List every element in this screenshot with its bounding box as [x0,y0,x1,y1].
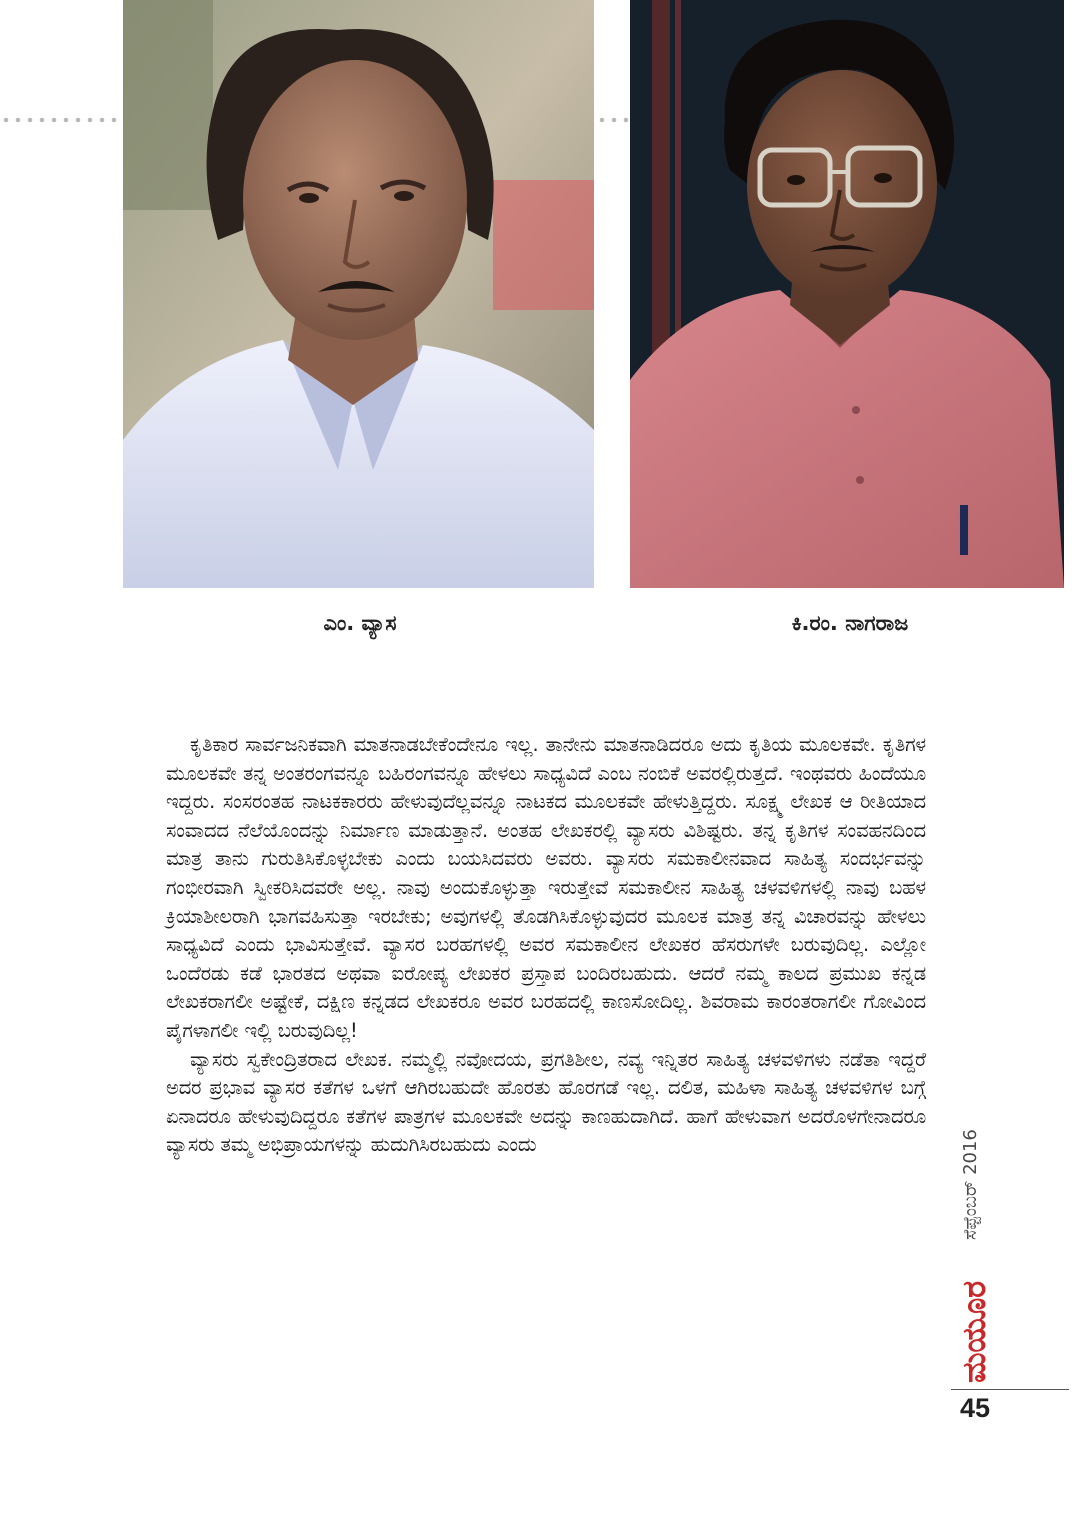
portrait-photo-left [123,0,594,588]
photo-caption-right: ಕಿ.ರಂ. ನಾಗರಾಜ [791,611,909,635]
portrait-photo-right [630,0,1064,588]
page-number-rule [951,1389,1069,1390]
issue-date: ಸೆಪ್ಟೆಂಬರ್ 2016 [960,1129,981,1240]
photo-caption-left: ಎಂ. ವ್ಯಾಸ [323,611,397,635]
magazine-name: ಮಯೂರ [955,1280,991,1383]
article-paragraph: ವ್ಯಾಸರು ಸ್ವಕೇಂದ್ರಿತರಾದ ಲೇಖಕ. ನಮ್ಮಲ್ಲಿ ನವೋದಯ, ಪ್ರಗತಿಶೀಲ, ನವ್ಯ ಇನ್ನಿತರ ಸಾಹಿತ್ಯ ಚಳವಳಿಗಳು ನಡೆತಾ ಇದ್ದರೆ ಅದರ ಪ್ರಭಾವ ವ್ಯಾಸರ ಕತೆಗಳ ಒಳಗೆ ಆಗಿರಬಹುದೇ ಹೊರತು ಹೊರಗಡೆ ಇಲ್ಲ. ದಲಿತ, ಮಹಿಳಾ ಸಾಹಿತ್ಯ ಚಳವಳಿಗಳ ಬಗ್ಗೆ ಏನಾದರೂ ಹೇಳುವುದಿದ್ದರೂ ಕತೆಗಳ ಪಾತ್ರಗಳ ಮೂಲಕವೇ ಅದನ್ನು ಕಾಣಹುದಾಗಿದೆ. ಹಾಗೆ ಹೇಳುವಾಗ ಅದರೊಳಗೇನಾದರೂ ವ್ಯಾಸರು ತಮ್ಮ ಅಭಿಪ್ರಾಯಗಳನ್ನು ಹುದುಗಿಸಿರಬಹುದು ಎಂದು [166,1047,926,1157]
page-number: 45 [960,1393,991,1423]
article-paragraph: ಕೃತಿಕಾರ ಸಾರ್ವಜನಿಕವಾಗಿ ಮಾತನಾಡಬೇಕೆಂದೇನೂ ಇಲ್ಲ. ತಾನೇನು ಮಾತನಾಡಿದರೂ ಅದು ಕೃತಿಯ ಮೂಲಕವೇ. ಕೃತಿಗಳ ಮೂಲಕವೇ ತನ್ನ ಅಂತರಂಗವನ್ನೂ ಬಹಿರಂಗವನ್ನೂ ಹೇಳಲು ಸಾಧ್ಯವಿದೆ ಎಂಬ ನಂಬಿಕೆ ಅವರಲ್ಲಿರುತ್ತದೆ. ಇಂಥವರು ಹಿಂದೆಯೂ ಇದ್ದರು. ಸಂಸರಂತಹ ನಾಟಕಕಾರರು ಹೇಳುವುದೆಲ್ಲವನ್ನೂ ನಾಟಕದ ಮೂಲಕವೇ ಹೇಳುತ್ತಿದ್ದರು. ಸೂಕ್ಷ್ಮ ಲೇಖಕ ಆ ರೀತಿಯಾದ ಸಂವಾದದ ನೆಲೆಯೊಂದನ್ನು ನಿರ್ಮಾಣ ಮಾಡುತ್ತಾನೆ. ಅಂತಹ ಲೇಖಕರಲ್ಲಿ ವ್ಯಾಸರು ವಿಶಿಷ್ಟರು. ತನ್ನ ಕೃತಿಗಳ ಸಂವಹನದಿಂದ ಮಾತ್ರ ತಾನು ಗುರುತಿಸಿಕೊಳ್ಳಬೇಕು ಎಂದು ಬಯಸಿದವರು ಅವರು. ವ್ಯಾಸರು ಸಮಕಾಲೀನವಾದ ಸಾಹಿತ್ಯ ಸಂದರ್ಭವನ್ನು ಗಂಭೀರವಾಗಿ ಸ್ವೀಕರಿಸಿದವರೇ ಅಲ್ಲ. ನಾವು ಅಂದುಕೊಳ್ಳುತ್ತಾ ಇರುತ್ತೇವೆ ಸಮಕಾಲೀನ ಸಾಹಿತ್ಯ ಚಳವಳಿಗಳಲ್ಲಿ ನಾವು ಬಹಳ ಕ್ರಿಯಾಶೀಲರಾಗಿ ಭಾಗವಹಿಸುತ್ತಾ ಇರಬೇಕು; ಅವುಗಳಲ್ಲಿ ತೊಡಗಿಸಿಕೊಳ್ಳುವುದರ ಮೂಲಕ ಮಾತ್ರ ತನ್ನ ವಿಚಾರವನ್ನು ಹೇಳಲು ಸಾಧ್ಯವಿದೆ ಎಂದು ಭಾವಿಸುತ್ತೇವೆ. ವ್ಯಾಸರ ಬರಹಗಳಲ್ಲಿ ಅವರ ಸಮಕಾಲೀನ ಲೇಖಕರ ಹೆಸರುಗಳೇ ಬರುವುದಿಲ್ಲ. ಎಲ್ಲೋ ಒಂದೆರಡು ಕಡೆ ಭಾರತದ ಅಥವಾ ಐರೋಪ್ಯ ಲೇಖಕರ ಪ್ರಸ್ತಾಪ ಬಂದಿರಬಹುದು. ಆದರೆ ನಮ್ಮ ಕಾಲದ ಪ್ರಮುಖ ಕನ್ನಡ ಲೇಖಕರಾಗಲೀ ಅಷ್ಟೇಕೆ, ದಕ್ಷಿಣ ಕನ್ನಡದ ಲೇಖಕರೂ ಅವರ ಬರಹದಲ್ಲಿ ಕಾಣಸೋದಿಲ್ಲ. ಶಿವರಾಮ ಕಾರಂತರಾಗಲೀ ಗೋವಿಂದ ಪೈಗಳಾಗಲೀ ಇಲ್ಲಿ ಬರುವುದಿಲ್ಲ! [166,733,926,1042]
article-body [166,731,926,1160]
dotted-rule-middle [596,117,628,123]
dotted-rule-left [0,117,122,123]
magazine-logo [951,1255,991,1383]
